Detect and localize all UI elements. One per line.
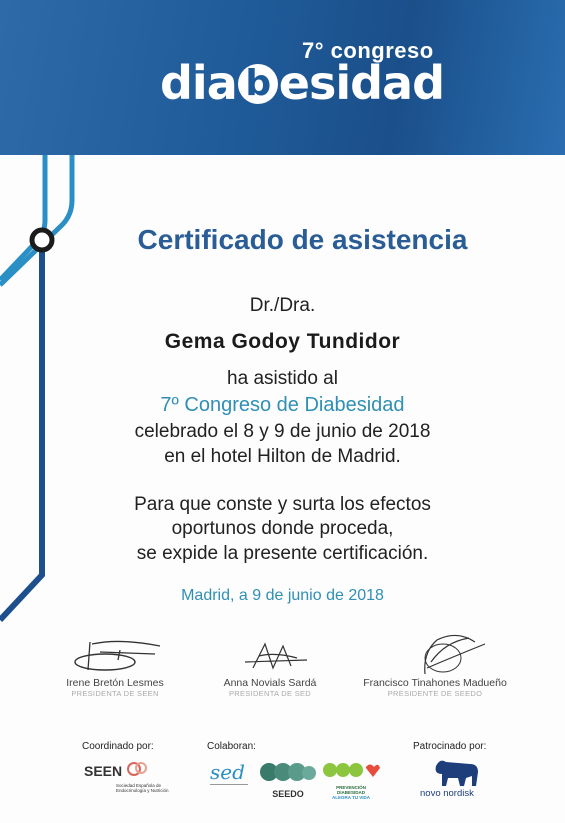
handwritten-signature bbox=[365, 632, 505, 677]
collaborate-label: Colaboran: bbox=[207, 741, 256, 752]
handwritten-signature bbox=[215, 632, 325, 677]
diabesidad-logo: dia b esidad bbox=[160, 56, 444, 110]
sponsored-label: Patrocinado por: bbox=[413, 741, 487, 752]
signatory-name: Anna Novials Sardá bbox=[223, 677, 317, 689]
body-line-3: celebrado el 8 y 9 de junio de 2018 bbox=[134, 421, 431, 442]
paragraph-line-2: oportunos donde proceda, bbox=[171, 518, 394, 539]
signatory-role: PRESIDENTA DE SEEN bbox=[71, 689, 159, 698]
congress-name: 7º Congreso de Diabesidad bbox=[160, 394, 405, 416]
paragraph-line-1: Para que conste y surta los efectos bbox=[134, 494, 431, 515]
signature-block-3 bbox=[350, 632, 520, 698]
attendee-name: Gema Godoy Tundidor bbox=[164, 330, 401, 353]
signatory-name: Francisco Tinahones Madueño bbox=[363, 677, 507, 689]
signatory-name: Irene Bretón Lesmes bbox=[66, 677, 164, 689]
handwritten-signature bbox=[60, 632, 170, 677]
body-line-4: en el hotel Hilton de Madrid. bbox=[164, 446, 401, 467]
signatory-role: PRESIDENTA DE SED bbox=[228, 689, 312, 698]
body-line-1: ha asistido al bbox=[227, 368, 338, 389]
place-date: Madrid, a 9 de junio de 2018 bbox=[181, 587, 384, 604]
coordinated-label: Coordinado por: bbox=[82, 741, 154, 752]
prevencion-diabesidad-logo: PREVENCIÓN DIABESIDAD ALEGRA TU VIDA bbox=[322, 760, 380, 800]
signatory-role: PRESIDENTE DE SEEDO bbox=[387, 689, 483, 698]
sed-logo: sed bbox=[210, 760, 260, 785]
seen-logo: SEEN Sociedad Española de Endocrinología y Nutrición bbox=[84, 763, 169, 793]
logo-number: 7° congreso bbox=[302, 38, 434, 63]
signature-block-1 bbox=[50, 632, 180, 698]
novo-nordisk-logo: novo nordisk bbox=[420, 752, 490, 799]
seedo-logo: SEEDO bbox=[260, 760, 316, 799]
honorific: Dr./Dra. bbox=[249, 295, 316, 316]
signature-block-2 bbox=[205, 632, 335, 698]
paragraph-line-3: se expide la presente certificación. bbox=[136, 543, 429, 564]
certificate-title: Certificado de asistencia bbox=[137, 224, 468, 255]
